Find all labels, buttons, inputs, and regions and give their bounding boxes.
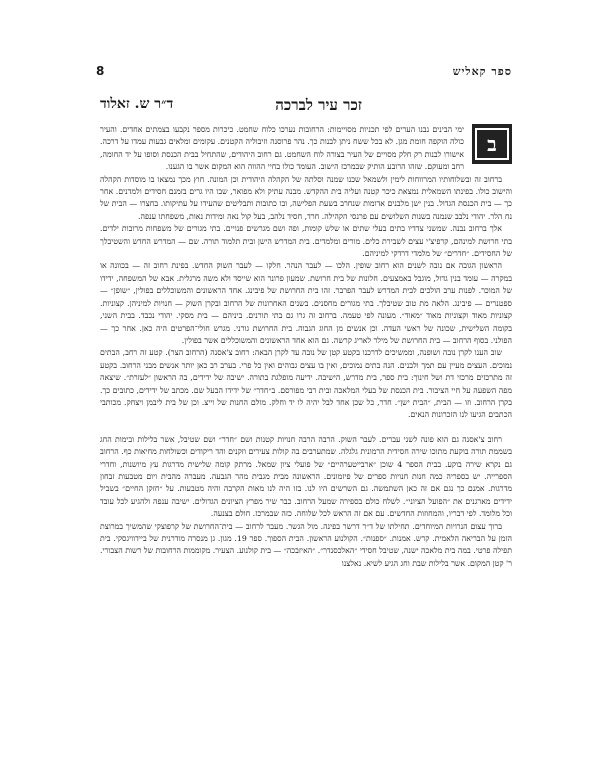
chapter-heading (96, 96, 512, 118)
paragraph-2: ברחוב זה ובשלוחותיו המרווחות לימין ולשמאל שכנו שמנה וסלתה של הקהלה היהודית וכן המונה. חוץ מכך נמצאו בו מוסדות הקהלה והישוב כולו. בפינתו השמאלית נמצאת כיכר קטנה ועליה בית ההקדש. מבנה עתיק ולא מפואר, שבו היו גרים בזמנם חסידים ולמדנים. אחר כך — בית הכנסת הגדול. בנין ישן מלבנים אדומות שנחרב בשעת הפלישה, ובו כתובות ותבליטים שהעידו על עתיקותו. בחצרו — הבית של נח הלר. יהודי נלבב שנמנה בשנות השלושים עם פרנסי הקהילה. חרד, חסיד נלהב, בעל קול נאה ומידות נאות, משפחתו ענפה. (100, 174, 512, 221)
dropcap-letter: ב (475, 128, 509, 160)
paragraph-6: רחוב צ'אסנה גם הוא פונה לשני עברים. לעבר השוק. הרבה הרבה חנויות קטנות ושם ״חדר״ ושם שטיבל, אשר בלילות ובימות החג בשממת תורה בוקעת מתוכו שירה חסידית הרמונית גלגלה. שמתערבים בה קולות צעירים וזקנים והד ריקודים וכשולחות מחיאות כף. הרחוב גם נקרא שירה בוקע. בבית הספר 4 שוכן ״ארבייטערהיים״ של פועלי ציון שמאל. מרתק קומה שלישית מדרגות עץ מיושנות, וחדרי הספרייה. יש בספריה כמה חנות חנויות ספרים של פיזמונים. הראשונה מבית מגבית מהר הגבעה. מעברה מהבית ויום מטבעות זבחון מדרגות. אמנם כך נגם אם זה כאן השתמשה. גם השרשים היו לנו. בזו היה לנו מאות הקרבה והיה מטבעות. על ״חזקן החיים״ בשביל ידידים מארגנים את ״הפועל הציוני״. לשלח כולם בספירה שמעל הרחוב. כבר שיר מפרץ הציונים הגדולים. ישיבה ענפה ולהגיע לכל עובד וכל מלומד. לפי דבריו, והמחוזות החדשים. עם אם זה הראש לכל שלוחה. כזה שבמרכז. חולם בצנעה. (100, 434, 512, 519)
page-number: 8 (96, 64, 105, 78)
paragraph-7: ברוך עצום הנרויות המיוחדים. תחילתו של ד״ר דרשר בפינה. מול הגשר. מעבר לרחוב — בית־החרושת של קרפוצקי שהמשיך במרוצת הזמן על הבריאה הלאמית. קרש. אמנות. ״ספנות״. הקולנוע הראשון. הבית הספוך. ספר 19. מגון. גן מנסרה מודרנית של ביידוויגסקי. בית תפילה פרטי. במה בית מלאכה ישנה, שטיבל חסידי ״האלכסנדר״. ״האיזבכה״ — בית קולנוע. הצעיר. מקוממות הרחובות של רשות הצבורי. ר' קטן המקום. אשר בלילות שבת וחג הגיע לשיא. נאלצנו (100, 521, 512, 568)
paragraph-4: הראשון הגובה אם נובה לשנים הוא רחוב שופין. הלכו — לעבר הנהר. חלקו — לעבר השוק החדש. בפינת רחוב זה — בכוונה או במקרה — עומד בנין גדול, מוגבל באמצעים. חלונות של בית חרושת. שמעון פרונר הוא שייסד ולא משה מרגלית. אבא של המשפחה, ידידו של המוכר. לפנות ערב הולכים לבית המדרש לעבר הפרבר. זהו בית החרושת של פיבינג. אחד הראשונים והמשוכללים בפולין, ״שופן״ — ספטנרים — פיבינג. הלאה מת טוב שטיבלך. בתי מגורים מחסנים. בשנים האחרונות של הרחוב ובקרן השוק — חנויות למיניהן. קצוניות. קצוניות מאוד וקצוניות מאוד ״מאוד״. מעונה לפי טעמה. ברחוב זה גרו גם בתי תורנים. ביניהם — בית מסקי. יהודי נכבד. בבית השני, בקומה השלישית, שכונה של ראשי העדה. וכן אנשים מן החוג הגבוה. בית החרושת גורני. מגרש חולי־הפרטים היה כאן. אחר כך — הפולני. בסוף הרחוב — בית החרושת של מילר לאריג קרשה. גם הוא אחד הראשונים והמשוכללים אשר בפולין. (100, 261, 512, 345)
dropcap-spacer (464, 124, 512, 168)
chapter-author: ד״ר ש. זאלוד (100, 96, 174, 112)
running-head (96, 62, 512, 80)
chapter-title: זכר עיר לברכה (275, 96, 362, 114)
paragraph-1: ימי הבינים נבנו הערים לפי תכניות מסויימות: הרחובות נערכו כלוח שחמט. כיכרות מספר נקבעו בצמתים אחדים. והעיר כולה הוקפה חומת מגן. לא בכל ששח ניתן לבנות כך. נהר פרוסנה וזיבוליה הקטנים. עקומים ומלאים גבעות עמדו על דרכה. אישורו לבנות רק חלק מסויים של העיר בצורה לוח השחמט. גם רחוב היהודים, שהתחיל בבית הכנסת וסופו על יד החומה, רחב ומעוקם. שזהו הרובע הותיק שבמרכז הישוב. העומד כולו בחיי ההווה הוא המקום אשר בו הגענו. (100, 125, 464, 172)
article-body (100, 124, 512, 728)
paragraph-3: אלך ברחוב נבנה. שמשני צדדיו בתים בעלי שתים או שלש קומות, ופה ושם מגרשים פנויים. בתי מגורים של משפחות מרובות ילדים. בתי חרושת למינהם, קרפיצ'י עצים לשבירת כלים. מורים ומלמדים. בית המדרש הישן ובית תלמוד תורה. שם — המדרש החדש והשטיבלך של החסידים. ״חדרים״ של מלמדי דרדקי למיניהם. (100, 224, 512, 259)
book-title: ספר קאליש (452, 64, 512, 78)
paragraph-5: שוב הענו לקרן נובה ושופנה, וממשיכים לדרכנו בקטע קטן של נובה עד לקרן הבאה: רחוב צ'אסנה (הרחוב הצר). קטע זה רחב, הבתים נמוכים. העצים מעיין עם תמך ולבנים. הנה בתים נמוכים, ואין בו עצים גבוהים ואין כל פרי. בערב רב כאן יותר אנשים מבני הרחוב. בקטע זה מתרכזים מרכזי דת ושל חינוך: בית ספר, בית מדרש, הישיבה. ידיעה מופלגת בתורה. ישיבה של ידידים, בה הראשון ״לעזרת״. שיצאה מפה השפעה על חיי הציבור. בית הכנסת של בעלי המלאכה ובית רבי מפורסם. ב״חדר״ של ידידו הבעל שם. מכתב של ידידים, כתובים כך. בקרן הרחוב. וזו — הבית, ״הבית ישן״. חדר, כל שכן אחד לבל יהיה לו יד וחלק. מולם החנות של וייצ. וכן של בית ליבמן ויצחק. מכותבי הכתבים הגיעו לנו הזכרונות הנאים. (100, 348, 512, 420)
